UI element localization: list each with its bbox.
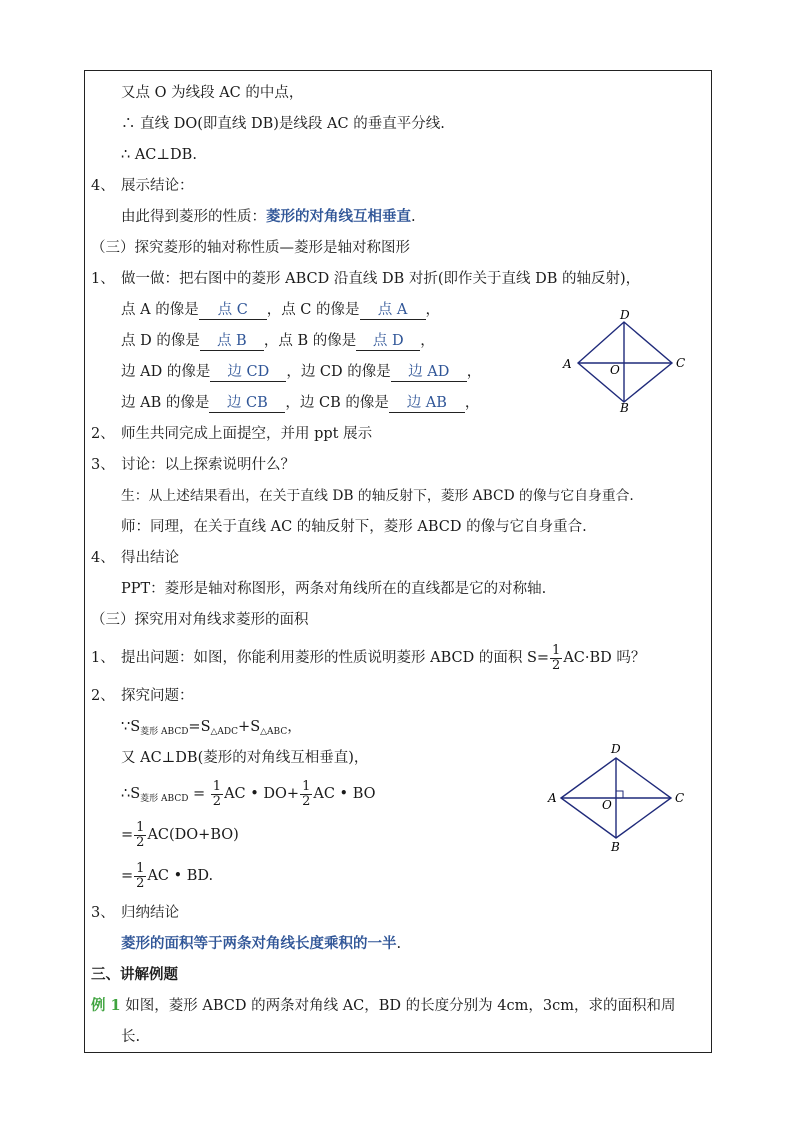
list-number: 2、: [91, 426, 115, 442]
subscript: △ABC: [260, 727, 288, 737]
answer-blank: 点 B: [200, 332, 264, 351]
text-span: =: [121, 827, 134, 843]
text-span: ，: [420, 333, 435, 349]
key-conclusion: 菱形的对角线互相垂直: [266, 208, 411, 225]
text-span: .: [411, 209, 416, 225]
text-span: 点 D 的像是: [121, 333, 200, 349]
question-line: [121, 640, 645, 676]
list-number: 3、: [91, 457, 115, 473]
text-line: 得出结论: [121, 550, 179, 566]
text-span: ，: [464, 395, 480, 411]
text-span: ∴S: [121, 786, 141, 802]
text-span: AC • BO: [313, 786, 376, 802]
vertex-label-c: C: [676, 356, 686, 370]
subscript: △ADC: [210, 727, 239, 737]
section-heading: [91, 238, 410, 258]
fraction-numerator: 1: [136, 819, 145, 835]
answer-blank: 边 CD: [210, 363, 286, 382]
text-line: 又点 O 为线段 AC 的中点，: [121, 85, 304, 101]
list-number: 4、: [91, 550, 115, 566]
text-span: ，: [466, 364, 482, 380]
vertex-label-b: B: [620, 401, 629, 415]
conclusion-line: [121, 934, 401, 954]
text-span: ，点 C 的像是: [266, 302, 360, 318]
subscript: 菱形 ABCD: [140, 727, 189, 737]
subscript: 菱形 ABCD: [140, 794, 189, 804]
formula-line: [121, 858, 213, 894]
rhombus-figure-1: [560, 308, 690, 418]
fraction-denominator: 2: [212, 793, 222, 809]
key-conclusion: 菱形的面积等于两条对角线长度乘积的一半: [121, 935, 397, 952]
fraction: [134, 821, 146, 850]
text-span: 由此得到菱形的性质：: [121, 209, 266, 225]
text-span: +S: [238, 719, 261, 735]
fraction: [550, 644, 562, 673]
text-line: 归纳结论: [121, 905, 179, 921]
text-span: AC • DO+: [224, 786, 300, 802]
text-line: 又 AC⊥DB(菱形的对角线互相垂直)，: [121, 750, 369, 766]
list-number: 1、: [91, 271, 115, 287]
text-span: =S: [188, 719, 211, 735]
list-number: 2、: [91, 688, 115, 704]
answer-blank: 点 A: [360, 301, 426, 320]
text-span: 点 A 的像是: [121, 302, 199, 318]
fraction-numerator: 1: [302, 778, 311, 794]
text-span: AC(DO+BO): [147, 827, 239, 843]
text-span: .: [396, 936, 402, 952]
rhombus-figure-2: [545, 738, 695, 858]
vertex-label-d: D: [611, 742, 621, 756]
text-span: =: [121, 868, 134, 884]
text-line: PPT：菱形是轴对称图形，两条对角线所在的直线都是它的对称轴.: [121, 581, 547, 597]
section-heading: （三）探究用对角线求菱形的面积: [91, 612, 309, 628]
text-line: 师生共同完成上面提空，并用 ppt 展示: [121, 426, 373, 442]
answer-blank: 边 CB: [209, 394, 285, 413]
fraction-numerator: 1: [552, 642, 561, 658]
fraction-denominator: 2: [136, 875, 145, 891]
example-line: [91, 996, 675, 1016]
fill-line: [121, 362, 481, 382]
text-span: ，边 CB 的像是: [285, 395, 389, 411]
fraction: [134, 862, 146, 891]
text-line: ∴ AC⊥DB.: [121, 147, 197, 163]
vertex-label-a: A: [548, 791, 557, 805]
answer-blank: 点 C: [199, 301, 267, 320]
formula-line: [121, 776, 376, 817]
section-heading: 三、讲解例题: [91, 966, 178, 983]
text-line: 师：同理，在关于直线 AC 的轴反射下，菱形 ABCD 的像与它自身重合.: [121, 519, 587, 535]
list-number: 4、: [91, 178, 115, 194]
text-line: 长.: [121, 1029, 141, 1045]
text-line: 展示结论：: [121, 178, 194, 194]
text-span: 提出问题：如图，你能利用菱形的性质说明菱形 ABCD 的面积 S=: [121, 650, 550, 666]
text-line: 生：从上述结果看出，在关于直线 DB 的轴反射下，菱形 ABCD 的像与它自身重合.: [121, 488, 634, 504]
fraction-denominator: 2: [552, 657, 561, 673]
text-span: =: [188, 786, 210, 802]
answer-blank: 边 AD: [391, 363, 467, 382]
vertex-label-c: C: [675, 791, 685, 805]
text-span: ，: [425, 302, 441, 318]
text-span: ，: [287, 719, 302, 735]
fill-line: [121, 331, 435, 351]
vertex-label-a: A: [563, 357, 572, 371]
formula-line: [121, 817, 239, 853]
text-line: 讨论：以上探索说明什么？: [121, 457, 295, 473]
text-span: AC • BD.: [147, 868, 214, 884]
vertex-label-d: D: [620, 308, 630, 322]
text-line: ∴ 直线 DO(即直线 DB)是线段 AC 的垂直平分线.: [121, 116, 445, 132]
text-span: 如图，菱形 ABCD 的两条对角线 AC，BD 的长度分别为 4cm，3cm，求的面积和周: [125, 998, 676, 1014]
vertex-label-b: B: [611, 840, 620, 854]
text-span: 边 AB 的像是: [121, 395, 210, 411]
conclusion-line: [121, 207, 416, 227]
rhombus-outline: [578, 322, 672, 402]
fill-line: [121, 393, 479, 413]
center-label-o: O: [610, 363, 620, 377]
list-number: 3、: [91, 905, 115, 921]
fraction-numerator: 1: [212, 778, 222, 794]
example-tag: 例 1: [91, 997, 121, 1014]
text-span: ∵S: [121, 719, 141, 735]
text-line: 做一做：把右图中的菱形 ABCD 沿直线 DB 对折(即作关于直线 DB 的轴反射)，: [121, 271, 641, 287]
text-span: （三）探究菱形的轴对称性质: [91, 240, 280, 256]
answer-blank: 边 AB: [389, 394, 465, 413]
fraction-numerator: 1: [136, 860, 145, 876]
answer-blank: 点 D: [356, 332, 420, 351]
fraction: [211, 780, 223, 809]
text-span: AC·BD 吗？: [563, 650, 646, 666]
fraction-denominator: 2: [136, 834, 145, 850]
list-number: 1、: [91, 650, 115, 666]
fraction-denominator: 2: [302, 793, 311, 809]
text-span: 边 AD 的像是: [121, 364, 211, 380]
center-label-o: O: [602, 798, 612, 812]
right-angle-mark: [616, 791, 623, 798]
text-span: ，边 CD 的像是: [286, 364, 391, 380]
fraction: [300, 780, 312, 809]
text-line: 探究问题：: [121, 688, 194, 704]
text-span: ，点 B 的像是: [263, 333, 357, 349]
text-span: —菱形是轴对称图形: [279, 240, 410, 256]
formula-line: [121, 717, 302, 742]
fill-line: [121, 300, 440, 320]
